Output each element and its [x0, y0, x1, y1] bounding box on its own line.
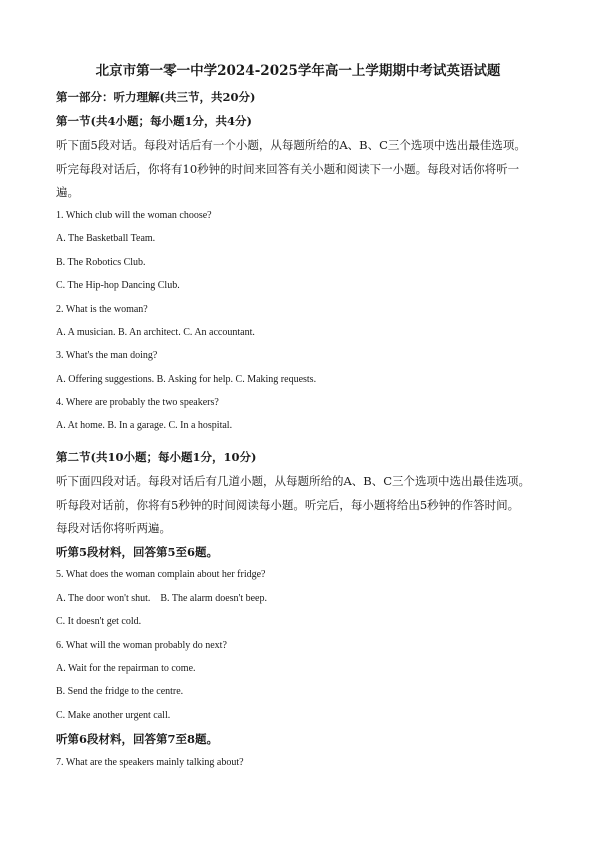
part-heading: 第一部分：听力理解(共三节，共20分)	[56, 90, 256, 104]
option-line: B. Send the fridge to the centre.	[56, 686, 184, 697]
option-line: C. Make another urgent call.	[56, 710, 171, 721]
option-line: A. Wait for the repairman to come.	[56, 663, 196, 674]
section2-instruction-line: 听下面四段对话。每段对话后有几道小题，从每题所给的A、B、C三个选项中选出最佳选项。	[56, 474, 531, 488]
section1-heading: 第一节(共4小题；每小题1分，共4分)	[56, 114, 252, 128]
question-3: 3. What's the man doing?	[56, 350, 158, 361]
question-5: 5. What does the woman complain about her fridge?	[56, 569, 266, 580]
section2-heading: 第二节(共10小题；每小题1分，10分)	[56, 450, 257, 464]
question-7: 7. What are the speakers mainly talking about?	[56, 757, 244, 768]
option-line: C. The Hip-hop Dancing Club.	[56, 280, 180, 291]
section1-instruction-line: 听下面5段对话。每段对话后有一个小题，从每题所给的A、B、C三个选项中选出最佳选项。	[56, 138, 526, 152]
section1-instruction-line: 遍。	[56, 185, 79, 199]
section2-instruction-line: 听每段对话前，你将有5秒钟的时间阅读每小题。听完后，每小题将给出5秒钟的作答时间。	[56, 498, 520, 512]
option-line: A. The door won't shut. B. The alarm doesn't beep.	[56, 593, 267, 604]
material-5-heading: 听第5段材料，回答第5至6题。	[56, 545, 219, 559]
question-1: 1. Which club will the woman choose?	[56, 210, 212, 221]
page-title: 北京市第一零一中学2024-2025学年高一上学期期中考试英语试题	[95, 63, 501, 79]
option-line: A. At home. B. In a garage. C. In a hospital.	[56, 420, 233, 431]
material-6-heading: 听第6段材料，回答第7至8题。	[56, 732, 219, 746]
section1-instruction-line: 听完每段对话后，你将有10秒钟的时间来回答有关小题和阅读下一小题。每段对话你将听一	[56, 162, 520, 176]
question-4: 4. Where are probably the two speakers?	[56, 397, 219, 408]
option-line: A. Offering suggestions. B. Asking for help. C. Making requests.	[56, 374, 317, 385]
option-line: C. It doesn't get cold.	[56, 616, 142, 627]
option-line: B. The Robotics Club.	[56, 257, 146, 268]
question-6: 6. What will the woman probably do next?	[56, 640, 227, 651]
question-2: 2. What is the woman?	[56, 304, 148, 315]
option-line: A. A musician. B. An architect. C. An accountant.	[56, 327, 255, 338]
section2-instruction-line: 每段对话你将听两遍。	[56, 521, 171, 535]
option-line: A. The Basketball Team.	[56, 233, 156, 244]
